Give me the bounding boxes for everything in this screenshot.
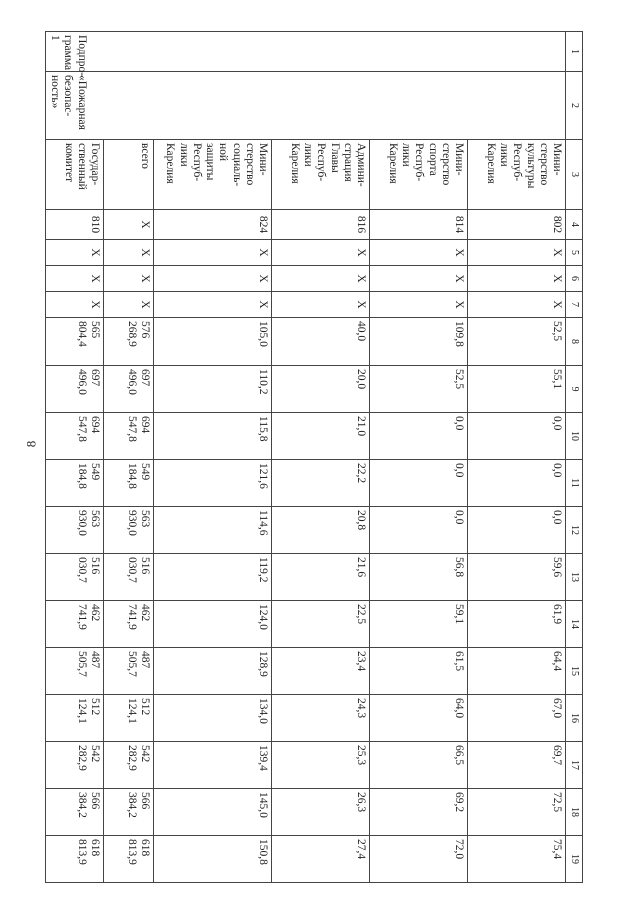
value-cell: 24,3: [272, 695, 370, 742]
value-cell: 121,6: [154, 460, 272, 507]
executor-cell: Мини- стерство социаль- ной защиты Респуб- лики Карелия: [154, 140, 272, 210]
code-cell: X: [272, 292, 370, 318]
value-cell: 64,4: [468, 648, 566, 695]
value-cell: 618 813,9: [104, 836, 154, 883]
page-number: 8: [23, 440, 39, 448]
header-cell: 3: [566, 140, 583, 210]
executor-cell: Государ- ственный комитет: [46, 140, 104, 210]
header-cell: 10: [566, 413, 583, 460]
value-cell: 75,4: [468, 836, 566, 883]
code-cell: X: [468, 292, 566, 318]
value-cell: 516 030,7: [104, 554, 154, 601]
value-cell: 109,8: [370, 318, 468, 366]
value-cell: 124,0: [154, 601, 272, 648]
header-cell: 11: [566, 460, 583, 507]
value-cell: 27,4: [272, 836, 370, 883]
code-cell: X: [468, 266, 566, 292]
value-cell: 119,2: [154, 554, 272, 601]
value-cell: 618 813,9: [46, 836, 104, 883]
value-cell: 114,6: [154, 507, 272, 554]
value-cell: 542 282,9: [46, 742, 104, 789]
header-cell: 9: [566, 366, 583, 413]
value-cell: 105,0: [154, 318, 272, 366]
value-cell: 22,5: [272, 601, 370, 648]
value-cell: 542 282,9: [104, 742, 154, 789]
executor-cell: Мини- стерство спорта Респуб- лики Карелия: [370, 140, 468, 210]
value-cell: 0,0: [468, 507, 566, 554]
value-cell: 20,0: [272, 366, 370, 413]
value-cell: 40,0: [272, 318, 370, 366]
value-cell: 23,4: [272, 648, 370, 695]
value-cell: 21,0: [272, 413, 370, 460]
table-row: [468, 32, 566, 883]
code-cell: X: [46, 266, 104, 292]
value-cell: 64,0: [370, 695, 468, 742]
value-cell: 487 505,7: [46, 648, 104, 695]
header-cell: 16: [566, 695, 583, 742]
code-cell: X: [468, 240, 566, 266]
value-cell: 516 030,7: [46, 554, 104, 601]
value-cell: 512 124,1: [104, 695, 154, 742]
value-cell: 145,0: [154, 789, 272, 836]
value-cell: 69,2: [370, 789, 468, 836]
value-cell: 565 804,4: [46, 318, 104, 366]
value-cell: 150,8: [154, 836, 272, 883]
value-cell: 0,0: [370, 460, 468, 507]
header-cell: 19: [566, 836, 583, 883]
value-cell: 697 496,0: [104, 366, 154, 413]
code-cell: X: [154, 292, 272, 318]
value-cell: 563 930,0: [104, 507, 154, 554]
budget-table: [45, 31, 583, 883]
table-row: [272, 32, 370, 883]
header-cell: 12: [566, 507, 583, 554]
code-cell: 802: [468, 210, 566, 240]
code-cell: X: [154, 240, 272, 266]
value-cell: 56,8: [370, 554, 468, 601]
value-cell: 52,5: [468, 318, 566, 366]
header-cell: 6: [566, 266, 583, 292]
value-cell: 59,1: [370, 601, 468, 648]
value-cell: 52,5: [370, 366, 468, 413]
code-cell: X: [104, 210, 154, 240]
program-code-cell: Подпро- грамма 1: [46, 32, 566, 72]
header-cell: 13: [566, 554, 583, 601]
header-cell: 1: [566, 32, 583, 72]
header-cell: 2: [566, 72, 583, 140]
value-cell: 20,8: [272, 507, 370, 554]
value-cell: 55,1: [468, 366, 566, 413]
header-cell: 17: [566, 742, 583, 789]
value-cell: 487 505,7: [104, 648, 154, 695]
header-cell: 5: [566, 240, 583, 266]
value-cell: 0,0: [468, 460, 566, 507]
code-cell: 824: [154, 210, 272, 240]
code-cell: X: [104, 292, 154, 318]
value-cell: 69,7: [468, 742, 566, 789]
value-cell: 66,5: [370, 742, 468, 789]
header-cell: 14: [566, 601, 583, 648]
executor-cell: Мини- стерство культуры Респуб- лики Карелия: [468, 140, 566, 210]
value-cell: 549 184,8: [104, 460, 154, 507]
header-cell: 8: [566, 318, 583, 366]
code-cell: X: [104, 240, 154, 266]
code-cell: X: [154, 266, 272, 292]
value-cell: 134,0: [154, 695, 272, 742]
value-cell: 462 741,9: [104, 601, 154, 648]
code-cell: X: [370, 292, 468, 318]
code-cell: X: [104, 266, 154, 292]
value-cell: 61,5: [370, 648, 468, 695]
value-cell: 72,0: [370, 836, 468, 883]
value-cell: 697 496,0: [46, 366, 104, 413]
rotated-table-container: [47, 31, 583, 883]
value-cell: 25,3: [272, 742, 370, 789]
value-cell: 694 547,8: [104, 413, 154, 460]
value-cell: 694 547,8: [46, 413, 104, 460]
value-cell: 21,6: [272, 554, 370, 601]
value-cell: 549 184,8: [46, 460, 104, 507]
code-cell: 814: [370, 210, 468, 240]
value-cell: 566 384,2: [104, 789, 154, 836]
executor-cell: всего: [104, 140, 154, 210]
value-cell: 563 930,0: [46, 507, 104, 554]
code-cell: 810: [46, 210, 104, 240]
header-cell: 15: [566, 648, 583, 695]
table-row: [370, 32, 468, 883]
value-cell: 512 124,1: [46, 695, 104, 742]
value-cell: 128,9: [154, 648, 272, 695]
code-cell: 816: [272, 210, 370, 240]
table-row: [46, 32, 104, 883]
value-cell: 139,4: [154, 742, 272, 789]
header-cell: 4: [566, 210, 583, 240]
value-cell: 462 741,9: [46, 601, 104, 648]
header-cell: 7: [566, 292, 583, 318]
value-cell: 0,0: [370, 507, 468, 554]
code-cell: X: [272, 266, 370, 292]
value-cell: 61,9: [468, 601, 566, 648]
header-row: [566, 32, 583, 883]
value-cell: 0,0: [468, 413, 566, 460]
value-cell: 26,3: [272, 789, 370, 836]
header-cell: 18: [566, 789, 583, 836]
value-cell: 110,2: [154, 366, 272, 413]
value-cell: 72,5: [468, 789, 566, 836]
value-cell: 566 384,2: [46, 789, 104, 836]
executor-cell: Админи- страция Главы Респуб- лики Карелия: [272, 140, 370, 210]
value-cell: 67,0: [468, 695, 566, 742]
code-cell: X: [370, 266, 468, 292]
code-cell: X: [272, 240, 370, 266]
value-cell: 576 268,9: [104, 318, 154, 366]
value-cell: 0,0: [370, 413, 468, 460]
value-cell: 22,2: [272, 460, 370, 507]
code-cell: X: [46, 292, 104, 318]
table-row: [104, 32, 154, 883]
value-cell: 115,8: [154, 413, 272, 460]
code-cell: X: [46, 240, 104, 266]
value-cell: 59,6: [468, 554, 566, 601]
program-name-cell: «Пожарная безопас- ность»: [46, 72, 566, 140]
code-cell: X: [370, 240, 468, 266]
table-row: [154, 32, 272, 883]
